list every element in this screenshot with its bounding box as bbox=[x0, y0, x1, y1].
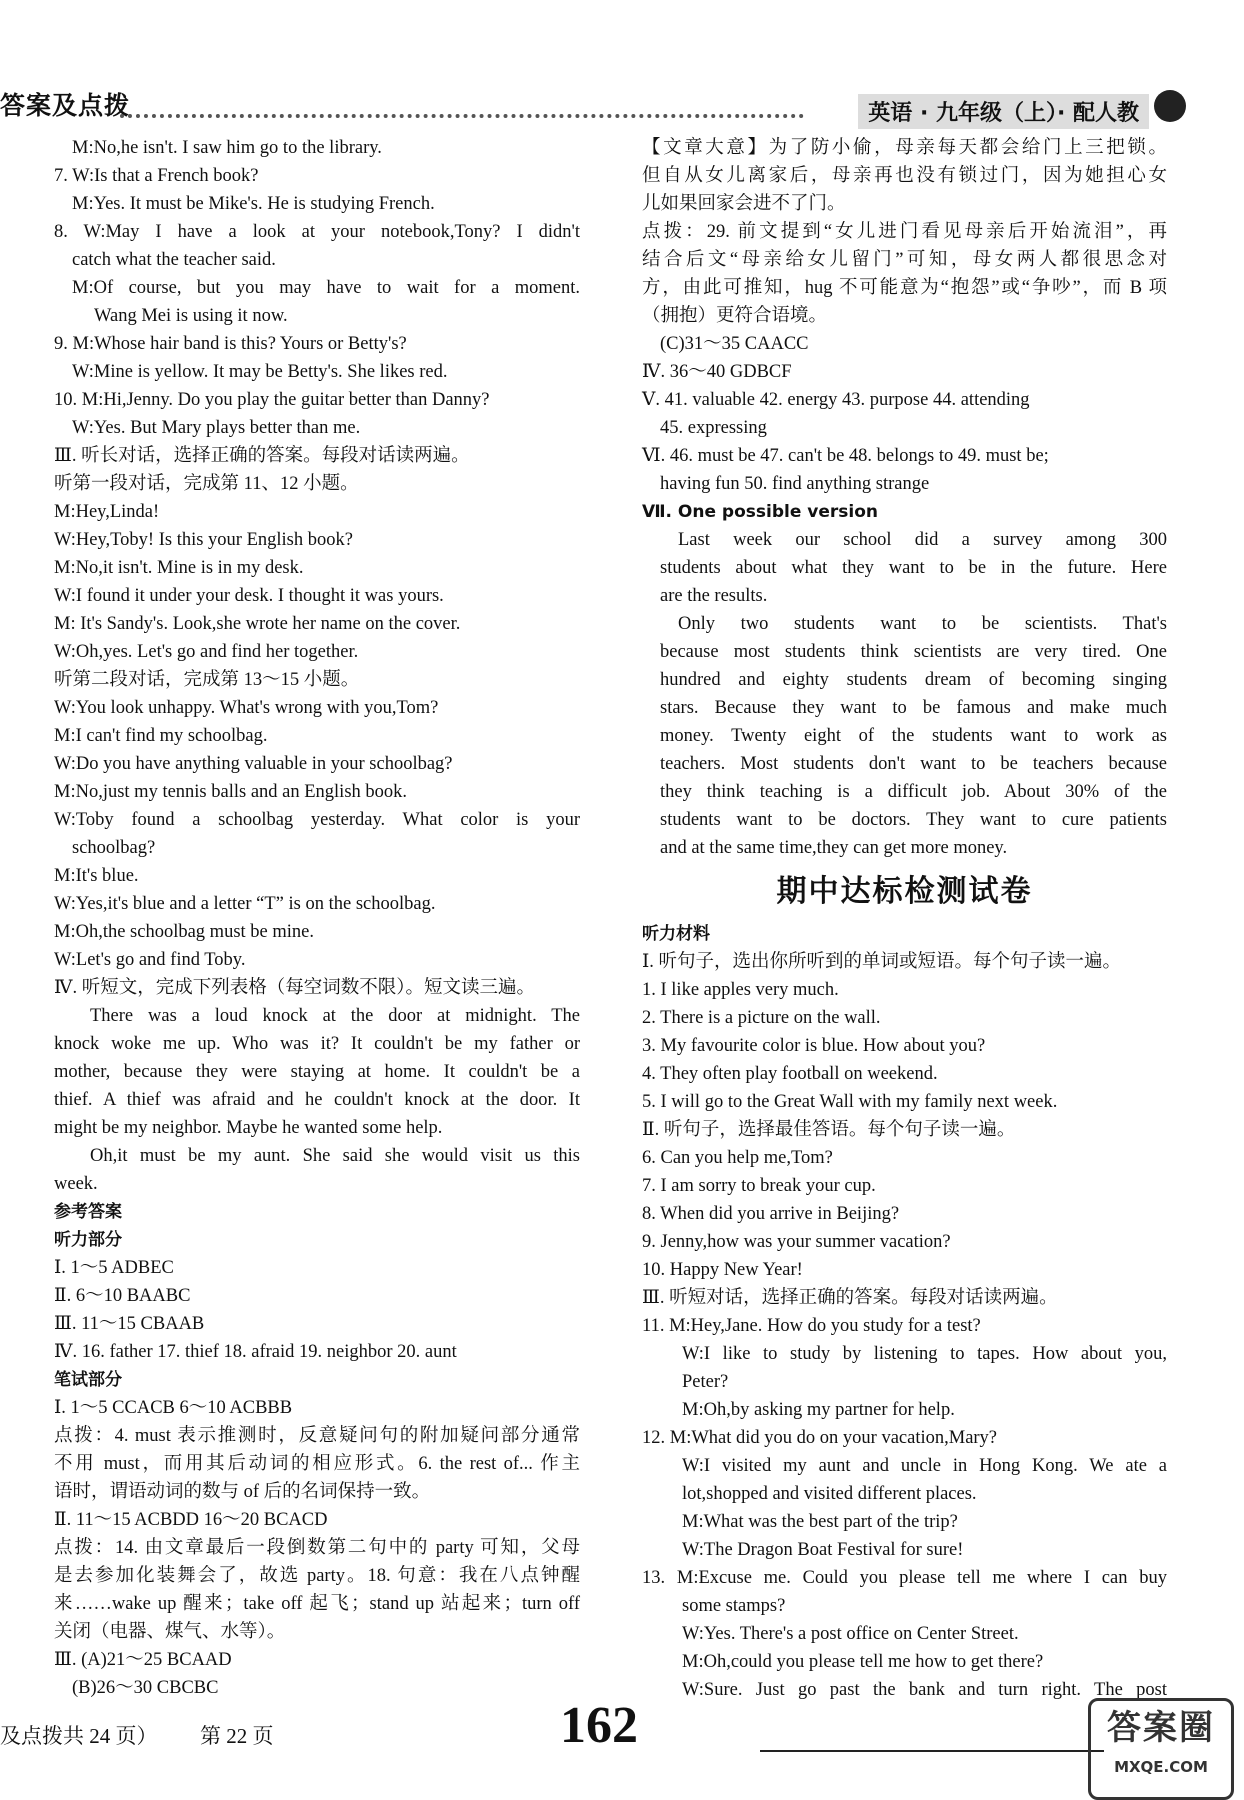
footer-page-label: 第 22 页 bbox=[200, 1724, 274, 1748]
answer-line: Ⅰ. 1～5 ADBEC bbox=[54, 1258, 174, 1278]
answer-line: (C)31～35 CAACC bbox=[660, 334, 809, 354]
footer-rule bbox=[760, 1750, 1104, 1752]
explanation-line: 关闭（电器、煤气、水等）。 bbox=[54, 1622, 286, 1642]
watermark-url: MXQE.COM bbox=[1114, 1758, 1208, 1776]
text-line: 12. M:What did you do on your vacation,Mary? bbox=[642, 1428, 998, 1448]
text-line: W:Mine is yellow. It may be Betty's. She likes red. bbox=[72, 362, 448, 382]
right-column bbox=[642, 134, 1167, 1704]
text-line: 8. When did you arrive in Beijing? bbox=[642, 1204, 900, 1224]
answer-line: Ⅲ. 11～15 CBAAB bbox=[54, 1314, 205, 1334]
passage-line: might be my neighbor. Maybe he wanted some help. bbox=[54, 1118, 443, 1138]
page-number: 162 bbox=[560, 1697, 638, 1754]
text-line: M:I can't find my schoolbag. bbox=[54, 726, 268, 746]
answer-line: Ⅱ. 6～10 BAABC bbox=[54, 1286, 191, 1306]
text-line: 13. M:Excuse me. Could you please tell me where I can buy bbox=[642, 1568, 1167, 1588]
summary-line: 儿如果回家会进不了门。 bbox=[642, 194, 846, 214]
watermark-title: 答案圈 bbox=[1107, 1708, 1215, 1748]
text-line: M:No,he isn't. I saw him go to the library. bbox=[72, 138, 382, 158]
header-dotted-rule bbox=[120, 114, 804, 118]
text-line: M: It's Sandy's. Look,she wrote her name on the cover. bbox=[54, 614, 461, 634]
section-heading: Ⅲ. 听短对话，选择正确的答案。每段对话读两遍。 bbox=[642, 1288, 1058, 1308]
text-line: 7. I am sorry to break your cup. bbox=[642, 1176, 876, 1196]
page-header bbox=[0, 0, 1244, 134]
text-line: W:Toby found a schoolbag yesterday. What color is your bbox=[54, 810, 580, 830]
text-line: 8. W:May I have a look at your notebook,Tony? I didn't bbox=[54, 222, 580, 242]
footer-note: 及点拨共 24 页） bbox=[0, 1724, 158, 1748]
text-line: W:Do you have anything valuable in your schoolbag? bbox=[54, 754, 453, 774]
section-heading: Ⅳ. 听短文，完成下列表格（每空词数不限）。短文读三遍。 bbox=[54, 978, 535, 998]
text-line: W:I found it under your desk. I thought it was yours. bbox=[54, 586, 444, 606]
answer-line: Ⅳ. 36～40 GDBCF bbox=[642, 362, 792, 382]
essay-line: stars. Because they want to be famous and make much bbox=[660, 698, 1167, 718]
text-line: M:Oh,the schoolbag must be mine. bbox=[54, 922, 314, 942]
passage-line: Oh,it must be my aunt. She said she would visit us this bbox=[90, 1146, 580, 1166]
explanation-line: 是去参加化装舞会了，故选 party。18. 句意：我在八点钟醒 bbox=[54, 1566, 580, 1586]
answer-line: having fun 50. find anything strange bbox=[660, 474, 930, 494]
text-line: M:No,it isn't. Mine is in my desk. bbox=[54, 558, 304, 578]
writing-heading: Ⅶ. One possible version bbox=[642, 502, 879, 522]
essay-line: Only two students want to be scientists. That's bbox=[678, 614, 1167, 634]
explanation-line: 点拨：14. 由文章最后一段倒数第二句中的 party 可知，父母 bbox=[54, 1538, 580, 1558]
left-column bbox=[54, 134, 580, 1702]
text-line: 6. Can you help me,Tom? bbox=[642, 1148, 833, 1168]
text-line: 5. I will go to the Great Wall with my family next week. bbox=[642, 1092, 1058, 1112]
text-line: some stamps? bbox=[682, 1596, 786, 1616]
answer-line: Ⅴ. 41. valuable 42. energy 43. purpose 44. attending bbox=[642, 390, 1030, 410]
text-line: W:Yes. But Mary plays better than me. bbox=[72, 418, 361, 438]
text-line: 10. Happy New Year! bbox=[642, 1260, 803, 1280]
passage-line: mother, because they were staying at home. It couldn't be a bbox=[54, 1062, 580, 1082]
essay-line: teachers. Most students don't want to be teachers because bbox=[660, 754, 1167, 774]
text-line: M:No,just my tennis balls and an English book. bbox=[54, 782, 408, 802]
answer-line: (B)26～30 CBCBC bbox=[72, 1678, 219, 1698]
summary-line: 【文章大意】为了防小偷，母亲每天都会给门上三把锁。 bbox=[642, 138, 1167, 158]
passage-line: There was a loud knock at the door at midnight. The bbox=[90, 1006, 580, 1026]
essay-line: students about what they want to be in the future. Here bbox=[660, 558, 1167, 578]
text-line: W:Hey,Toby! Is this your English book? bbox=[54, 530, 353, 550]
passage-line: week. bbox=[54, 1174, 98, 1194]
text-line: catch what the teacher said. bbox=[72, 250, 276, 270]
header-left-title: 答案及点拨 bbox=[0, 91, 131, 120]
essay-line: students want to be doctors. They want to cure patients bbox=[660, 810, 1167, 830]
answer-line: Ⅵ. 46. must be 47. can't be 48. belongs to 49. must be; bbox=[642, 446, 1049, 466]
essay-line: Last week our school did a survey among 300 bbox=[678, 530, 1167, 550]
text-line: 4. They often play football on weekend. bbox=[642, 1064, 938, 1084]
text-line: 7. W:Is that a French book? bbox=[54, 166, 259, 186]
answer-line: Ⅱ. 11～15 ACBDD 16～20 BCACD bbox=[54, 1510, 328, 1530]
answer-line: 45. expressing bbox=[660, 418, 767, 438]
text-line: W:Yes. There's a post office on Center Street. bbox=[682, 1624, 1019, 1644]
text-line: M:Oh,could you please tell me how to get there? bbox=[682, 1652, 1044, 1672]
text-line: W:I visited my aunt and uncle in Hong Kong. We ate a bbox=[682, 1456, 1167, 1476]
summary-line: 但自从女儿离家后，母亲再也没有锁过门，因为她担心女 bbox=[642, 166, 1167, 186]
text-line: W:Sure. Just go past the bank and turn right. The post bbox=[682, 1680, 1167, 1700]
text-line: 听第二段对话，完成第 13～15 小题。 bbox=[54, 670, 360, 690]
section-heading: Ⅱ. 听句子，选择最佳答语。每个句子读一遍。 bbox=[642, 1120, 1016, 1140]
section-heading: Ⅲ. 听长对话，选择正确的答案。每段对话读两遍。 bbox=[54, 446, 470, 466]
exam-title: 期中达标检测试卷 bbox=[776, 874, 1033, 909]
explanation-line: 方，由此可推知，hug 不可能意为“抱怨”或“争吵”，而 B 项 bbox=[642, 278, 1167, 298]
text-line: W:Oh,yes. Let's go and find her together. bbox=[54, 642, 359, 662]
header-logo-icon bbox=[1154, 90, 1186, 122]
answer-key-heading: 参考答案 bbox=[54, 1202, 122, 1222]
text-line: W:The Dragon Boat Festival for sure! bbox=[682, 1540, 964, 1560]
essay-line: hundred and eighty students dream of becoming singing bbox=[660, 670, 1167, 690]
text-line: W:Yes,it's blue and a letter “T” is on the schoolbag. bbox=[54, 894, 436, 914]
watermark-logo bbox=[1088, 1698, 1234, 1800]
header-subject-label: 英语 · 九年级（上）· 配人教 bbox=[858, 94, 1149, 129]
listening-material-heading: 听力材料 bbox=[642, 924, 710, 944]
text-line: M:Yes. It must be Mike's. He is studying French. bbox=[72, 194, 435, 214]
explanation-line: 点拨：29. 前文提到“女儿进门看见母亲后开始流泪”，再 bbox=[642, 222, 1167, 242]
text-line: W:You look unhappy. What's wrong with you,Tom? bbox=[54, 698, 439, 718]
text-line: 11. M:Hey,Jane. How do you study for a test? bbox=[642, 1316, 981, 1336]
text-line: 2. There is a picture on the wall. bbox=[642, 1008, 881, 1028]
explanation-line: 结合后文“母亲给女儿留门”可知，母女两人都很思念对 bbox=[642, 250, 1167, 270]
text-line: 9. Jenny,how was your summer vacation? bbox=[642, 1232, 951, 1252]
text-line: lot,shopped and visited different places. bbox=[682, 1484, 977, 1504]
passage-line: thief. A thief was afraid and he couldn't knock at the door. It bbox=[54, 1090, 580, 1110]
text-line: M:Of course, but you may have to wait for a moment. bbox=[72, 278, 580, 298]
text-line: Wang Mei is using it now. bbox=[94, 306, 288, 326]
text-line: 9. M:Whose hair band is this? Yours or Betty's? bbox=[54, 334, 407, 354]
text-line: W:Let's go and find Toby. bbox=[54, 950, 246, 970]
answer-line: Ⅲ. (A)21～25 BCAAD bbox=[54, 1650, 232, 1670]
text-line: M:Oh,by asking my partner for help. bbox=[682, 1400, 955, 1420]
explanation-line: 不用 must，而用其后动词的相应形式。6. the rest of... 作主 bbox=[54, 1454, 580, 1474]
text-line: M:Hey,Linda! bbox=[54, 502, 160, 522]
essay-line: they think teaching is a difficult job. About 30% of the bbox=[660, 782, 1167, 802]
written-answers-heading: 笔试部分 bbox=[54, 1370, 122, 1390]
explanation-line: （拥抱）更符合语境。 bbox=[642, 306, 828, 326]
essay-line: and at the same time,they can get more money. bbox=[660, 838, 1008, 858]
page-footer bbox=[0, 1690, 1244, 1800]
answer-line: Ⅳ. 16. father 17. thief 18. afraid 19. neighbor 20. aunt bbox=[54, 1342, 457, 1362]
text-line: 10. M:Hi,Jenny. Do you play the guitar better than Danny? bbox=[54, 390, 490, 410]
answer-line: Ⅰ. 1～5 CCACB 6～10 ACBBB bbox=[54, 1398, 293, 1418]
essay-line: are the results. bbox=[660, 586, 768, 606]
essay-line: money. Twenty eight of the students want to work as bbox=[660, 726, 1167, 746]
text-line: 3. My favourite color is blue. How about you? bbox=[642, 1036, 986, 1056]
explanation-line: 来……wake up 醒来；take off 起飞；stand up 站起来；turn off bbox=[54, 1594, 580, 1614]
passage-line: knock woke me up. Who was it? It couldn't be my father or bbox=[54, 1034, 580, 1054]
explanation-line: 语时，谓语动词的数与 of 后的名词保持一致。 bbox=[54, 1482, 431, 1502]
listening-answers-heading: 听力部分 bbox=[54, 1230, 122, 1250]
text-line: M:What was the best part of the trip? bbox=[682, 1512, 958, 1532]
explanation-line: 点拨：4. must 表示推测时，反意疑问句的附加疑问部分通常 bbox=[54, 1426, 580, 1446]
text-line: Peter? bbox=[682, 1372, 729, 1392]
essay-line: because most students think scientists are very tired. One bbox=[660, 642, 1167, 662]
text-line: 听第一段对话，完成第 11、12 小题。 bbox=[54, 474, 359, 494]
text-line: M:It's blue. bbox=[54, 866, 139, 886]
text-line: schoolbag? bbox=[72, 838, 156, 858]
text-line: W:I like to study by listening to tapes. How about you, bbox=[682, 1344, 1167, 1364]
section-heading: Ⅰ. 听句子，选出你所听到的单词或短语。每个句子读一遍。 bbox=[642, 952, 1122, 972]
text-line: 1. I like apples very much. bbox=[642, 980, 839, 1000]
